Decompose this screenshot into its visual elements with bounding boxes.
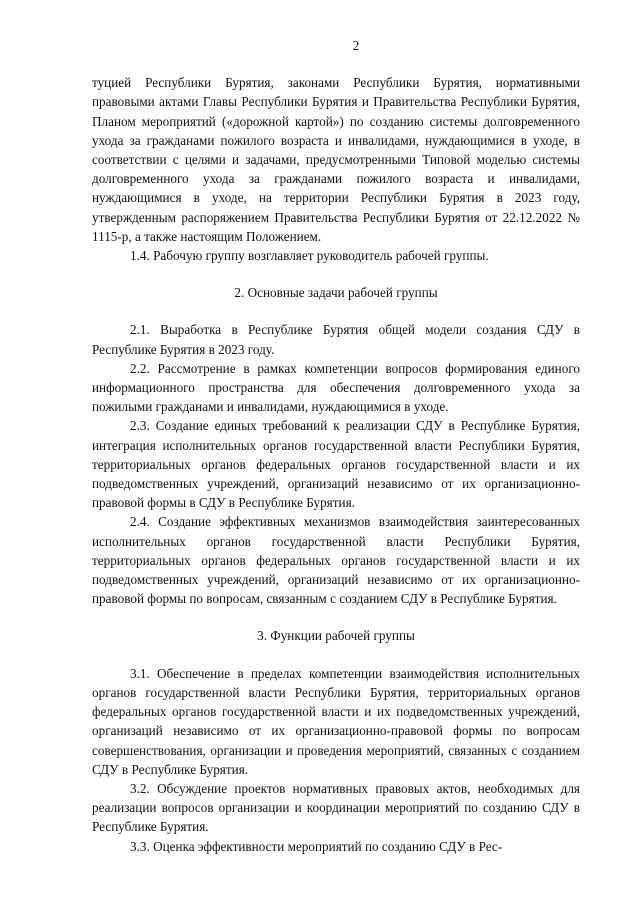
page-number: 2 (352, 38, 360, 53)
paragraph-3-2: 3.2. Обсуждение проектов нормативных правовых актов, необходимых для реализации вопросов организации и координации мероприятий по созданию СДУ в Республике Бурятия. (92, 780, 580, 835)
paragraph-3-1: 3.1. Обеспечение в пределах компетенции взаимодействия исполнительных органов государственной власти Республики Бурятия, территориальных органов федеральных органов государственной власти и их подведомственных учреждений, организаций независимо от их организационно-правовой формы по вопросам совершенствования, организации и проведения мероприятий, связанных с созданием СДУ в Республике Бурятия. (92, 665, 580, 777)
section-2-heading: 2. Основные задачи рабочей группы (234, 285, 438, 301)
intro-paragraph: туцией Республики Бурятия, законами Республики Бурятия, нормативными правовыми актами Главы Республики Бурятия и Правительства Республики Бурятия, Планом мероприятий («дорожной картой») по созданию системы долговременного ухода за гражданами пожилого возраста и инвалидами, нуждающимися в уходе, в соответствии с целями и задачами, предусмотренными Типовой моделью системы долговременного ухода за гражданами пожилого возраста и инвалидами, нуждающимися в уходе, на территории Республики Бурятия в 2023 году, утвержденным распоряжением Правительства Республики Бурятия от 22.12.2022 № 1115-р, а также настоящим Положением. (92, 75, 580, 244)
paragraph-3-3: 3.3. Оценка эффективности мероприятий по созданию СДУ в Рес- (130, 838, 503, 854)
paragraph-2-4: 2.4. Создание эффективных механизмов взаимодействия заинтересованных исполнительных органов государственной власти Республики Бурятия, территориальных органов федеральных органов государственной власти и их подведомственных учреждений, организаций независимо от их организационно-правовой формы по вопросам, связанным с созданием СДУ в Республике Бурятия. (92, 514, 580, 607)
paragraph-1-4: 1.4. Рабочую группу возглавляет руководитель рабочей группы. (130, 248, 489, 264)
paragraph-2-1: 2.1. Выработка в Республике Бурятия общей модели создания СДУ в Республике Бурятия в 2023 году. (92, 322, 580, 357)
section-3-heading: 3. Функции рабочей группы (257, 628, 415, 644)
paragraph-2-2: 2.2. Рассмотрение в рамках компетенции вопросов формирования единого информационного пространства для обеспечения долговременного ухода за пожилыми гражданами и инвалидами, нуждающимися в уходе. (92, 360, 580, 415)
paragraph-2-3: 2.3. Создание единых требований к реализации СДУ в Республике Бурятия, интеграция исполнительных органов государственной власти Республики Бурятия, территориальных органов федеральных органов государственной власти и их подведомственных учреждений, организаций независимо от их организационно-правовой формы в СДУ в Республике Бурятия. (92, 418, 580, 511)
document-page (92, 36, 580, 856)
